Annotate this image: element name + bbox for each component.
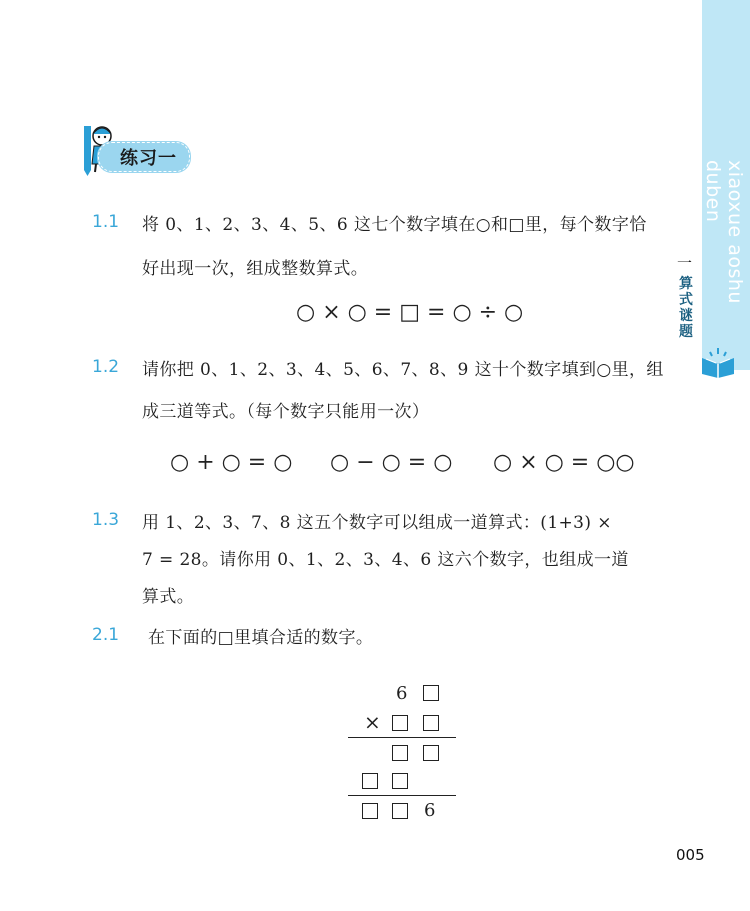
equation: ○ × ○ = ○○ [493, 450, 635, 475]
problem-number: 1.1 [92, 212, 120, 232]
open-book-icon [698, 346, 738, 378]
blank-box[interactable] [423, 685, 439, 701]
problem-text: 在下面的□里填合适的数字。 [148, 628, 374, 648]
section-title: 练习一 [120, 148, 177, 169]
equation: ○ × ○ = □ = ○ ÷ ○ [296, 300, 524, 325]
problem-text: 成三道等式。（每个数字只能用一次） [142, 402, 430, 422]
blank-box[interactable] [423, 715, 439, 731]
problem-text: 将 0、1、2、3、4、5、6 这七个数字填在○和□里，每个数字恰 [142, 215, 647, 235]
problem-text: 7 = 28。请你用 0、1、2、3、4、6 这六个数字，也组成一道 [142, 550, 629, 570]
problem-number: 1.3 [92, 510, 120, 530]
sidebar-tab [702, 0, 750, 370]
blank-box[interactable] [392, 745, 408, 761]
page-number: 005 [676, 846, 705, 864]
problem-number: 2.1 [92, 625, 120, 645]
blank-box[interactable] [362, 803, 378, 819]
blank-box[interactable] [392, 715, 408, 731]
problem-number: 1.2 [92, 357, 120, 377]
problem-text: 用 1、2、3、7、8 这五个数字可以组成一道算式：(1+3) × [142, 513, 612, 533]
problem-text: 请你把 0、1、2、3、4、5、6、7、8、9 这十个数字填到○里，组 [142, 360, 664, 380]
blank-box[interactable] [392, 803, 408, 819]
rule-line [348, 737, 456, 738]
problem-text: 算式。 [142, 587, 195, 607]
chapter-number: 一 [677, 254, 693, 272]
section-badge [80, 120, 190, 176]
blank-box[interactable] [362, 773, 378, 789]
equation: ○ + ○ = ○ [170, 450, 293, 475]
equation: ○ − ○ = ○ [330, 450, 453, 475]
times-sign: × [364, 710, 381, 734]
rule-line [348, 795, 456, 796]
puzzle-digit: 6 [396, 683, 408, 704]
sidebar-pinyin: xiaoxue aoshu duben [702, 160, 746, 304]
blank-box[interactable] [392, 773, 408, 789]
puzzle-digit: 6 [424, 800, 436, 821]
blank-box[interactable] [423, 745, 439, 761]
chapter-title: 算式谜题 [679, 276, 693, 340]
problem-text: 好出现一次，组成整数算式。 [142, 259, 369, 279]
